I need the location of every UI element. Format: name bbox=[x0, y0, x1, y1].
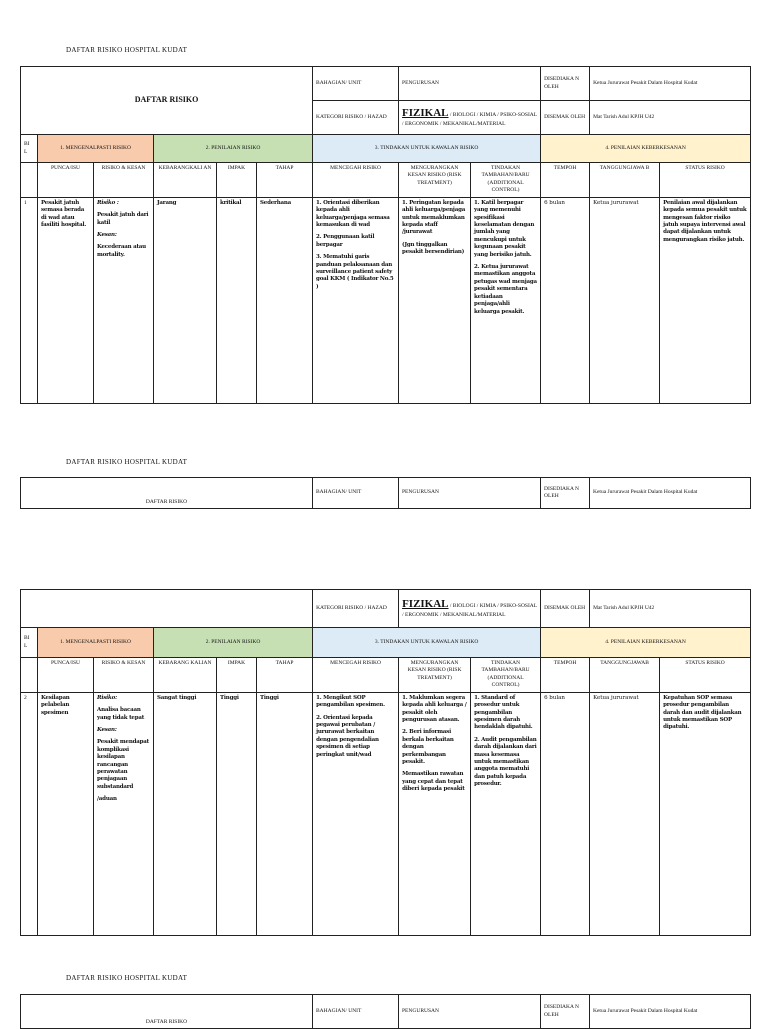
col-tanggungjawab: TANGGUNGJAWAB bbox=[590, 658, 660, 693]
col-risiko-kesan: RISIKO & KESAN bbox=[94, 658, 154, 693]
row2-bil: 2 bbox=[21, 692, 38, 935]
disediakan-value: Ketua Jururawat Pesakit Dalam Hospital Kudat bbox=[590, 67, 751, 101]
section-tindakan: 3. TINDAKAN UNTUK KAWALAN RISIKO bbox=[313, 628, 541, 658]
kategori-label: KATEGORI RISIKO / HAZAD bbox=[313, 101, 399, 135]
disediakan-label: DISEDIAKA N OLEH bbox=[541, 67, 590, 101]
row1-tahap: Sederhana bbox=[257, 197, 313, 403]
section-keberkesanan: 4. PENILAIAN KEBERKESANAN bbox=[541, 628, 751, 658]
bil-header: BI L bbox=[21, 135, 38, 163]
row1-status: Penilaian awal dijalankan kepada semua pesakit untuk mengesan faktor risiko jatuh supaya intervensi awal dapat dijalankan untuk mengurangkan risiko jatuh. bbox=[660, 197, 751, 403]
disemak-label: DISEMAK OLEH bbox=[541, 101, 590, 135]
bahagian-value: PENGURUSAN bbox=[399, 67, 541, 101]
row2-risiko-label: Risiko: bbox=[97, 694, 117, 701]
row1-kebarangkalian: Jarang bbox=[154, 197, 217, 403]
row2-kesan-text: Pesakit mendapat komplikasi kesilapan rancangan perawatan penjagaan substandard bbox=[97, 739, 149, 790]
row2-mengurangkan bbox=[399, 692, 471, 935]
col-tindakan: TINDAKAN TAMBAHAN/BARU (ADDITIONAL CONTROL) bbox=[471, 658, 541, 693]
document-title: DAFTAR RISIKO HOSPITAL KUDAT bbox=[66, 974, 188, 982]
kategori-label: KATEGORI RISIKO / HAZAD bbox=[313, 590, 399, 628]
row2-tindakan-1: 1. Standard of prosedur untuk pengambilan spesimen darah hendaklah dipatuhi. bbox=[474, 694, 533, 731]
daftar-risiko-heading: DAFTAR RISIKO bbox=[21, 995, 313, 1029]
disediakan-value: Ketua Jururawat Pesakit Dalam Hospital Kudat bbox=[590, 995, 751, 1029]
col-tanggungjawab: TANGGUNGJAWA B bbox=[590, 163, 660, 198]
row2-punca: Kesilapan pelabelan spesimen bbox=[38, 692, 94, 935]
row2-kesan-extra: /aduan bbox=[97, 796, 117, 803]
col-mengurangkan: MENGURANGKAN KESAN RISIKO (RISK TREATMENT) bbox=[399, 658, 471, 693]
table-row bbox=[21, 197, 751, 403]
row2-kesan-label: Kesan: bbox=[97, 726, 117, 733]
row2-tanggungjawab: Ketua jururawat bbox=[590, 692, 660, 935]
row1-risiko-kesan bbox=[94, 197, 154, 403]
row2-mencegah-2: 2. Orientasi kepada pegawai perubatan / jururawat berkaitan dengan pengendalian spesimen di setiap peringkat unit/wad bbox=[316, 714, 379, 758]
daftar-risiko-heading: DAFTAR RISIKO bbox=[21, 478, 313, 509]
section-keberkesanan: 4. PENILAIAN KEBERKESANAN bbox=[541, 135, 751, 163]
row2-mengurangkan-2: 2. Beri informasi berkala berkaitan dengan perkembangan pesakit. bbox=[402, 729, 454, 766]
col-impak: IMPAK bbox=[217, 658, 257, 693]
kategori-others: / BIOLOGI / KIMIA / PSIKO-SOSIAL / ERGONOMIK / MEKANIKAL/MATERIAL bbox=[402, 603, 537, 619]
col-tempoh: TEMPOH bbox=[541, 163, 590, 198]
row1-tanggungjawab: Ketua jururawat bbox=[590, 197, 660, 403]
col-status: STATUS RISIKO bbox=[660, 163, 751, 198]
section-penilaian: 2. PENILAIAN RISIKO bbox=[154, 628, 313, 658]
col-bil-blank bbox=[21, 163, 38, 198]
row1-tindakan-2: 2. Ketua jururawat memastikan anggota petugas wad menjaga pesakit sementara ketiadaan penjaga/ahli keluarga pesakit. bbox=[474, 264, 537, 315]
row1-tempoh: 6 bulan bbox=[541, 197, 590, 403]
disemak-label: DISEMAK OLEH bbox=[541, 590, 590, 628]
row1-bil: 1 bbox=[21, 197, 38, 403]
col-mencegah: MENCEGAH RISIKO bbox=[313, 658, 399, 693]
row2-tahap: Tinggi bbox=[257, 692, 313, 935]
header-blank bbox=[21, 590, 313, 628]
row2-tindakan-2: 2. Audit pengambilan darah dijalankan dari masa kesemasa untuk memastikan anggota mematuhi dan patuh kepada prosedur. bbox=[474, 736, 537, 788]
col-punca: PUNCA/ISU bbox=[38, 163, 94, 198]
section-tindakan: 3. TINDAKAN UNTUK KAWALAN RISIKO bbox=[313, 135, 541, 163]
kategori-value bbox=[399, 101, 541, 135]
section-penilaian: 2. PENILAIAN RISIKO bbox=[154, 135, 313, 163]
row2-mengurangkan-1: 1. Maklumkan segera kepada ahli keluarga / pesakit oleh pengurusan atasan. bbox=[402, 694, 467, 723]
col-tahap: TAHAP bbox=[257, 163, 313, 198]
col-mencegah: MENCEGAH RISIKO bbox=[313, 163, 399, 198]
document-title: DAFTAR RISIKO HOSPITAL KUDAT bbox=[66, 458, 188, 466]
col-punca: PUNCA/ISU bbox=[38, 658, 94, 693]
row1-tindakan bbox=[471, 197, 541, 403]
bahagian-label: BAHAGIAN/ UNIT bbox=[313, 478, 399, 509]
disediakan-value: Ketua Jururawat Pesakit Dalam Hospital Kudat bbox=[590, 478, 751, 509]
bahagian-value: PENGURUSAN bbox=[399, 995, 541, 1029]
row2-mencegah-1: 1. Mengikut SOP pengambilan spesimen. bbox=[316, 694, 385, 709]
row1-mengurangkan-1: 1. Peringatan kepada ahli keluarga/penjaga untuk memaklumkan kepada staff /jururawat bbox=[402, 199, 466, 236]
col-impak: IMPAK bbox=[217, 163, 257, 198]
row1-kesan-text: Kecederaan atau mortality. bbox=[97, 244, 146, 258]
col-tahap: TAHAP bbox=[257, 658, 313, 693]
risk-register-table-2-header bbox=[20, 477, 751, 509]
row1-risiko-label: Risiko : bbox=[97, 199, 119, 206]
section-mengenalpasti: 1. MENGENALPASTI RISIKO bbox=[38, 628, 154, 658]
col-tindakan: TINDAKAN TAMBAHAN/BARU (ADDITIONAL CONTROL) bbox=[471, 163, 541, 198]
row1-tindakan-1: 1. Katil berpagar yang memenuhi spesifikasi keselamatan dengan jumlah yang mencukupi untuk kegunaan pesakit yang berisiko jatuh. bbox=[474, 199, 535, 258]
kategori-others: / BIOLOGI / KIMIA / PSIKO-SOSIAL / ERGONOMIK / MEKANIKAL/MATERIAL bbox=[402, 112, 537, 128]
document-title: DAFTAR RISIKO HOSPITAL KUDAT bbox=[66, 46, 188, 54]
daftar-risiko-heading: DAFTAR RISIKO bbox=[21, 67, 313, 135]
bahagian-label: BAHAGIAN/ UNIT bbox=[313, 995, 399, 1029]
col-bil-blank bbox=[21, 658, 38, 693]
col-kebarangkalian: KEBARANGKALI AN bbox=[154, 163, 217, 198]
row1-mengurangkan bbox=[399, 197, 471, 403]
row1-mencegah-3: 3. Mematuhi garis panduan pelaksanaan dan surveillance patient safety goal KKM ( Indikator No.5 ) bbox=[316, 254, 394, 290]
row2-mencegah bbox=[313, 692, 399, 935]
bahagian-value: PENGURUSAN bbox=[399, 478, 541, 509]
table-row bbox=[21, 692, 751, 935]
row2-tindakan bbox=[471, 692, 541, 935]
risk-register-table-2 bbox=[20, 589, 751, 936]
row1-mencegah-1: 1. Orientasi diberikan kepada ahli keluarga/penjaga semasa kemasukan di wad bbox=[316, 199, 390, 228]
disediakan-label: DISEDIAKA N OLEH bbox=[541, 995, 590, 1029]
bil-header: BI L bbox=[21, 628, 38, 658]
row2-kebarangkalian: Sangat tinggi bbox=[154, 692, 217, 935]
row1-mencegah bbox=[313, 197, 399, 403]
disediakan-label: DISEDIAKA N OLEH bbox=[541, 478, 590, 509]
risk-register-table-1 bbox=[20, 66, 751, 404]
row1-punca: Pesakit jatuh semasa berada di wad atau fasiliti hospital. bbox=[38, 197, 94, 403]
row1-risiko-text: Pesakit jatuh dari katil bbox=[97, 212, 149, 226]
col-kebarangkalian: KEBARANG KALIAN bbox=[154, 658, 217, 693]
col-mengurangkan: MENGURANGKAN KESAN RISIKO (RISK TREATMENT) bbox=[399, 163, 471, 198]
kategori-value bbox=[399, 590, 541, 628]
bahagian-label: BAHAGIAN/ UNIT bbox=[313, 67, 399, 101]
row2-risiko-kesan bbox=[94, 692, 154, 935]
section-mengenalpasti: 1. MENGENALPASTI RISIKO bbox=[38, 135, 154, 163]
disemak-value: Mat Tarish Adul KPJH U42 bbox=[590, 101, 751, 135]
row1-mengurangkan-2: (Jgn tinggalkan pesakit bersendirian) bbox=[402, 241, 465, 256]
row2-status: Kepatuhan SOP semasa prosedur pengambilan darah dan audit dijalankan untuk memastikan SOP dipatuhi. bbox=[660, 692, 751, 935]
row2-impak: Tinggi bbox=[217, 692, 257, 935]
disemak-value: Mat Tarish Adul KPJH U42 bbox=[590, 590, 751, 628]
row1-mencegah-2: 2. Penggunaan katil berpagar bbox=[316, 234, 375, 248]
row1-impak: kritikal bbox=[217, 197, 257, 403]
kategori-fizikal: FIZIKAL bbox=[402, 107, 449, 120]
col-tempoh: TEMPOH bbox=[541, 658, 590, 693]
row2-risiko-text: Analisa bacaan yang tidak tepat bbox=[97, 707, 145, 721]
row1-kesan-label: Kesan: bbox=[97, 231, 117, 238]
col-status: STATUS RISIKO bbox=[660, 658, 751, 693]
kategori-fizikal: FIZIKAL bbox=[402, 598, 449, 611]
row2-tempoh: 6 bulan bbox=[541, 692, 590, 935]
col-risiko-kesan: RISIKO & KESAN bbox=[94, 163, 154, 198]
row2-mengurangkan-3: Memastikan rawatan yang cepat dan tepat diberi kepada pesakit bbox=[402, 771, 465, 793]
